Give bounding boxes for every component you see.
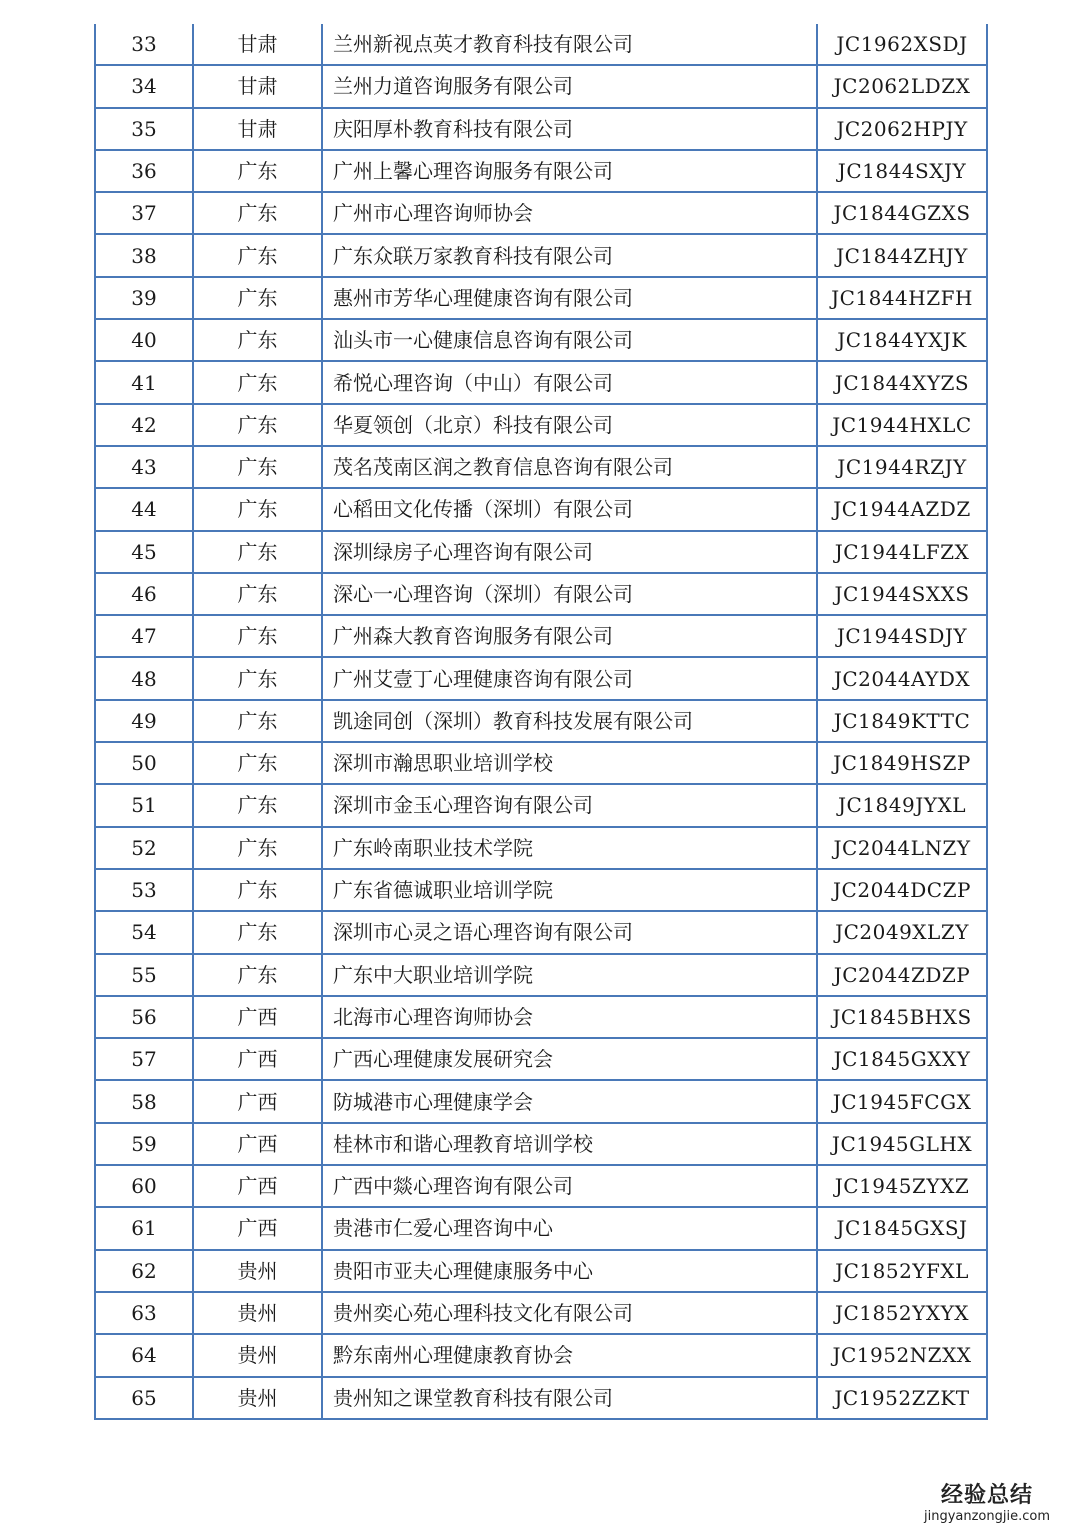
province-cell: 广东 [193, 446, 322, 488]
row-number-cell: 62 [95, 1250, 193, 1292]
institution-code-cell: JC1852YFXL [817, 1250, 987, 1292]
institution-code-cell: JC2044ZDZP [817, 954, 987, 996]
row-number-cell: 65 [95, 1377, 193, 1419]
province-cell: 广东 [193, 742, 322, 784]
watermark-title: 经验总结 [940, 1483, 1033, 1508]
row-number-cell: 47 [95, 615, 193, 657]
province-cell: 广东 [193, 319, 322, 361]
row-number-cell: 54 [95, 911, 193, 953]
province-cell: 广东 [193, 234, 322, 276]
institution-code-cell: JC2049XLZY [817, 911, 987, 953]
row-number-cell: 49 [95, 700, 193, 742]
row-number-cell: 43 [95, 446, 193, 488]
institution-table [94, 24, 988, 1420]
province-cell: 贵州 [193, 1250, 322, 1292]
table-row [95, 404, 987, 446]
institution-name-cell: 惠州市芳华心理健康咨询有限公司 [322, 277, 817, 319]
row-number-cell: 50 [95, 742, 193, 784]
province-cell: 贵州 [193, 1292, 322, 1334]
province-cell: 广东 [193, 150, 322, 192]
table-row [95, 108, 987, 150]
row-number-cell: 44 [95, 488, 193, 530]
institution-code-cell: JC1852YXYX [817, 1292, 987, 1334]
table-row [95, 869, 987, 911]
institution-name-cell: 广州上馨心理咨询服务有限公司 [322, 150, 817, 192]
province-cell: 广西 [193, 1207, 322, 1249]
province-cell: 广东 [193, 404, 322, 446]
province-cell: 甘肃 [193, 24, 322, 65]
row-number-cell: 38 [95, 234, 193, 276]
institution-name-cell: 希悦心理咨询（中山）有限公司 [322, 361, 817, 403]
row-number-cell: 58 [95, 1080, 193, 1122]
institution-code-cell: JC1845BHXS [817, 996, 987, 1038]
institution-name-cell: 华夏领创（北京）科技有限公司 [322, 404, 817, 446]
institution-code-cell: JC1849HSZP [817, 742, 987, 784]
province-cell: 广东 [193, 615, 322, 657]
institution-name-cell: 贵州奕心苑心理科技文化有限公司 [322, 1292, 817, 1334]
province-cell: 广西 [193, 1123, 322, 1165]
table-row [95, 827, 987, 869]
institution-name-cell: 广东众联万家教育科技有限公司 [322, 234, 817, 276]
institution-code-cell: JC1944SXXS [817, 573, 987, 615]
province-cell: 广东 [193, 277, 322, 319]
institution-code-cell: JC2044AYDX [817, 657, 987, 699]
institution-name-cell: 茂名茂南区润之教育信息咨询有限公司 [322, 446, 817, 488]
institution-name-cell: 贵阳市亚夫心理健康服务中心 [322, 1250, 817, 1292]
institution-code-cell: JC2062LDZX [817, 65, 987, 107]
table-row [95, 192, 987, 234]
province-cell: 广东 [193, 700, 322, 742]
institution-code-cell: JC1944AZDZ [817, 488, 987, 530]
row-number-cell: 56 [95, 996, 193, 1038]
table-row [95, 615, 987, 657]
province-cell: 广东 [193, 531, 322, 573]
row-number-cell: 61 [95, 1207, 193, 1249]
institution-code-cell: JC1844YXJK [817, 319, 987, 361]
institution-name-cell: 贵州知之课堂教育科技有限公司 [322, 1377, 817, 1419]
institution-code-cell: JC1844ZHJY [817, 234, 987, 276]
institution-name-cell: 广东中大职业培训学院 [322, 954, 817, 996]
institution-code-cell: JC1952NZXX [817, 1334, 987, 1376]
institution-name-cell: 广西中燚心理咨询有限公司 [322, 1165, 817, 1207]
province-cell: 广西 [193, 996, 322, 1038]
institution-code-cell: JC1844XYZS [817, 361, 987, 403]
table-row [95, 1334, 987, 1376]
institution-name-cell: 黔东南州心理健康教育协会 [322, 1334, 817, 1376]
table-row [95, 361, 987, 403]
table-row [95, 234, 987, 276]
institution-name-cell: 心稻田文化传播（深圳）有限公司 [322, 488, 817, 530]
institution-code-cell: JC2044LNZY [817, 827, 987, 869]
row-number-cell: 57 [95, 1038, 193, 1080]
institution-code-cell: JC1844HZFH [817, 277, 987, 319]
row-number-cell: 59 [95, 1123, 193, 1165]
institution-name-cell: 庆阳厚朴教育科技有限公司 [322, 108, 817, 150]
province-cell: 广东 [193, 911, 322, 953]
institution-code-cell: JC1945FCGX [817, 1080, 987, 1122]
institution-name-cell: 兰州力道咨询服务有限公司 [322, 65, 817, 107]
row-number-cell: 64 [95, 1334, 193, 1376]
province-cell: 广东 [193, 488, 322, 530]
table-row [95, 319, 987, 361]
table-row [95, 911, 987, 953]
watermark [924, 1485, 1050, 1523]
row-number-cell: 52 [95, 827, 193, 869]
institution-name-cell: 防城港市心理健康学会 [322, 1080, 817, 1122]
institution-name-cell: 广东省德诚职业培训学院 [322, 869, 817, 911]
row-number-cell: 42 [95, 404, 193, 446]
institution-name-cell: 广西心理健康发展研究会 [322, 1038, 817, 1080]
table-row [95, 1377, 987, 1419]
province-cell: 广东 [193, 827, 322, 869]
institution-table-container [94, 24, 986, 1420]
institution-code-cell: JC1844SXJY [817, 150, 987, 192]
institution-code-cell: JC1945ZYXZ [817, 1165, 987, 1207]
institution-code-cell: JC1945GLHX [817, 1123, 987, 1165]
row-number-cell: 36 [95, 150, 193, 192]
table-row [95, 1080, 987, 1122]
row-number-cell: 51 [95, 784, 193, 826]
province-cell: 广东 [193, 657, 322, 699]
row-number-cell: 35 [95, 108, 193, 150]
institution-name-cell: 北海市心理咨询师协会 [322, 996, 817, 1038]
institution-code-cell: JC1849JYXL [817, 784, 987, 826]
province-cell: 广东 [193, 954, 322, 996]
institution-name-cell: 广州市心理咨询师协会 [322, 192, 817, 234]
row-number-cell: 34 [95, 65, 193, 107]
table-row [95, 65, 987, 107]
table-row [95, 1038, 987, 1080]
institution-code-cell: JC1944SDJY [817, 615, 987, 657]
province-cell: 广东 [193, 869, 322, 911]
row-number-cell: 46 [95, 573, 193, 615]
table-row [95, 742, 987, 784]
institution-code-cell: JC1944LFZX [817, 531, 987, 573]
province-cell: 广西 [193, 1038, 322, 1080]
institution-name-cell: 深圳绿房子心理咨询有限公司 [322, 531, 817, 573]
province-cell: 广西 [193, 1165, 322, 1207]
row-number-cell: 53 [95, 869, 193, 911]
province-cell: 广西 [193, 1080, 322, 1122]
province-cell: 贵州 [193, 1334, 322, 1376]
institution-code-cell: JC1845GXXY [817, 1038, 987, 1080]
province-cell: 广东 [193, 361, 322, 403]
table-row [95, 573, 987, 615]
institution-code-cell: JC2062HPJY [817, 108, 987, 150]
table-row [95, 277, 987, 319]
institution-name-cell: 深圳市心灵之语心理咨询有限公司 [322, 911, 817, 953]
institution-code-cell: JC1962XSDJ [817, 24, 987, 65]
province-cell: 贵州 [193, 1377, 322, 1419]
institution-code-cell: JC1944HXLC [817, 404, 987, 446]
table-row [95, 657, 987, 699]
institution-code-cell: JC1845GXSJ [817, 1207, 987, 1249]
row-number-cell: 45 [95, 531, 193, 573]
province-cell: 广东 [193, 784, 322, 826]
row-number-cell: 60 [95, 1165, 193, 1207]
institution-name-cell: 桂林市和谐心理教育培训学校 [322, 1123, 817, 1165]
institution-name-cell: 广州艾壹丁心理健康咨询有限公司 [322, 657, 817, 699]
institution-name-cell: 深圳市瀚思职业培训学校 [322, 742, 817, 784]
row-number-cell: 48 [95, 657, 193, 699]
province-cell: 甘肃 [193, 108, 322, 150]
institution-name-cell: 兰州新视点英才教育科技有限公司 [322, 24, 817, 65]
table-row [95, 1207, 987, 1249]
table-row [95, 488, 987, 530]
table-row [95, 1250, 987, 1292]
institution-name-cell: 深心一心理咨询（深圳）有限公司 [322, 573, 817, 615]
institution-code-cell: JC1952ZZKT [817, 1377, 987, 1419]
row-number-cell: 40 [95, 319, 193, 361]
province-cell: 广东 [193, 573, 322, 615]
table-row [95, 700, 987, 742]
province-cell: 甘肃 [193, 65, 322, 107]
table-row [95, 24, 987, 65]
table-row [95, 1165, 987, 1207]
institution-code-cell: JC1944RZJY [817, 446, 987, 488]
row-number-cell: 39 [95, 277, 193, 319]
institution-code-cell: JC1849KTTC [817, 700, 987, 742]
institution-name-cell: 凯途同创（深圳）教育科技发展有限公司 [322, 700, 817, 742]
row-number-cell: 55 [95, 954, 193, 996]
table-body [95, 24, 987, 1419]
institution-name-cell: 贵港市仁爱心理咨询中心 [322, 1207, 817, 1249]
table-row [95, 1123, 987, 1165]
institution-code-cell: JC2044DCZP [817, 869, 987, 911]
institution-name-cell: 汕头市一心健康信息咨询有限公司 [322, 319, 817, 361]
row-number-cell: 33 [95, 24, 193, 65]
institution-code-cell: JC1844GZXS [817, 192, 987, 234]
table-row [95, 1292, 987, 1334]
institution-name-cell: 深圳市金玉心理咨询有限公司 [322, 784, 817, 826]
row-number-cell: 37 [95, 192, 193, 234]
table-row [95, 531, 987, 573]
table-row [95, 150, 987, 192]
watermark-url: jingyanzongjie.com [923, 1509, 1050, 1524]
table-row [95, 446, 987, 488]
institution-name-cell: 广州森大教育咨询服务有限公司 [322, 615, 817, 657]
province-cell: 广东 [193, 192, 322, 234]
table-row [95, 784, 987, 826]
table-row [95, 996, 987, 1038]
table-row [95, 954, 987, 996]
row-number-cell: 41 [95, 361, 193, 403]
row-number-cell: 63 [95, 1292, 193, 1334]
institution-name-cell: 广东岭南职业技术学院 [322, 827, 817, 869]
